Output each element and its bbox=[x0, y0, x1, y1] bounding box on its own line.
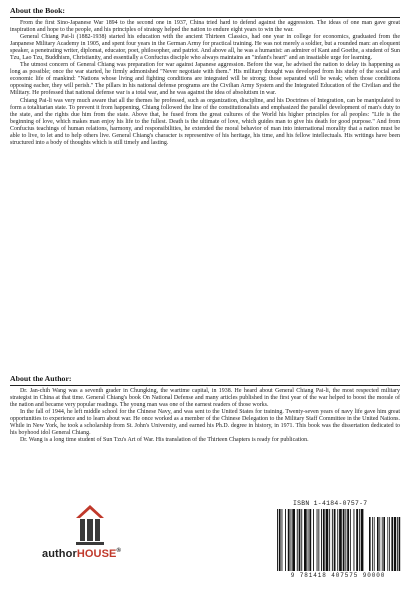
about-author-paragraph: In the fall of 1944, he left middle school for the Chinese Navy, and was sent to the United States for training. Twenty-seven years of navy life gave him great opportunities to experience and to learn about war. He once worked as a member of the Chinese Delegation to the Military Staff Committee in the United Nations. While in New York, he took a scholarship from St. John's University, and earned his Ph.D. degree in history, in 1971. This book was the dissertation dedicated to his boyhood idol General Chiang. bbox=[10, 409, 400, 437]
price-barcode-bar bbox=[399, 517, 401, 571]
price-barcode-bar bbox=[383, 517, 385, 571]
price-barcode-bar bbox=[369, 517, 371, 571]
barcode-bar bbox=[337, 509, 338, 571]
trademark-symbol: ® bbox=[116, 548, 121, 554]
price-barcode-bar bbox=[391, 517, 393, 571]
barcode-bar bbox=[292, 509, 295, 571]
barcode-bar bbox=[361, 509, 364, 571]
barcode-bar bbox=[345, 509, 346, 571]
barcode-bar bbox=[279, 509, 281, 571]
barcode-bar bbox=[347, 509, 349, 571]
barcode-bar bbox=[297, 509, 298, 571]
ean-digits bbox=[275, 572, 401, 579]
barcode-bar bbox=[301, 509, 302, 571]
isbn-barcode bbox=[275, 500, 401, 581]
price-barcode-bar bbox=[387, 517, 388, 571]
barcode-bar bbox=[309, 509, 311, 571]
barcode-bar bbox=[291, 509, 292, 571]
barcode-bar bbox=[288, 509, 290, 571]
about-book-paragraph: Chiang Pai-li was very much aware that all the themes he professed, such as organization, discipline, and his Doctrines of Integration, can be manipulated to form a totalitarian state. To prevent it from happening, Chiang followed the line of the constitutionalists and emphasized the parallel development of man's duty to the state, and the rights due him from the state. Above that, he fused from the great cultures of the World his higher principles for all peoples: "Life is the beginning of love, which makes man enjoy his life to the fullest. Death is the ultimate of love, which guides man to give his death for good purpose." And from Confucius teachings of human relations, harmony, and responsibilities, he extended the moral behavior of man into international morality that a nation must be able to live, to let and to help others live. General Chiang's character is representive of his heritage, his time, and his fellow intellectuals. His writings have been structured into a body of thoughts which is still timely and lasting. bbox=[10, 97, 400, 146]
barcode-bar bbox=[318, 509, 319, 571]
barcode-bar bbox=[354, 509, 355, 571]
barcode-bar bbox=[323, 509, 325, 571]
barcode-bar bbox=[282, 509, 283, 571]
about-author-paragraph: Dr. Wang is a long time student of Sun Tzu's Art of War. His translation of the Thirteen Chapters is ready for publication. bbox=[20, 437, 309, 444]
about-book-section bbox=[10, 6, 400, 147]
price-barcode-bar bbox=[389, 517, 390, 571]
barcode-bar bbox=[277, 509, 278, 571]
house-book-icon bbox=[70, 502, 110, 547]
price-code: 90000 bbox=[362, 572, 386, 579]
divider bbox=[10, 17, 400, 18]
authorhouse-logo bbox=[42, 502, 132, 572]
price-barcode-bar bbox=[397, 517, 398, 571]
wordmark-author: author bbox=[42, 548, 77, 560]
barcode-bar bbox=[329, 509, 330, 571]
barcode-bar bbox=[313, 509, 314, 571]
about-book-paragraph: The utmost concern of General Chiang was preparation for war against Japanese aggression. Before the war, he advised the nation to delay its happening as long as possible; once the war started, he firmly admonished "Never negotiate with them." His military thought was developed from his study of the social and economic life of mankind: "Nations whose living and fighting conditions are integrated will be strong; those separated will be weak; when those conditions opposing eacher, they will perish." The pillars in his national defense programs are the Civilian Army System and the Integrated Education of the Civilian and the Military. He professed that national defense war is a total war, and he was against the idea of absolutism in war. bbox=[10, 62, 400, 97]
ean-number: 9 781418 407575 bbox=[290, 572, 359, 579]
barcode-bar bbox=[334, 509, 336, 571]
barcode-bar bbox=[343, 509, 345, 571]
barcode-bars bbox=[275, 509, 401, 571]
barcode-bar bbox=[317, 509, 318, 571]
about-book-paragraph: From the first Sino-Japanese War 1894 to the second one in 1937, China tried hard to defend against the aggression. The ideas of one man gave great inspiration and hope to the people, and his principles of strategy helped the nation to endure eight years to win the war. bbox=[10, 20, 400, 34]
about-author-section bbox=[10, 374, 400, 444]
barcode-bar bbox=[359, 509, 360, 571]
barcode-bar bbox=[304, 509, 307, 571]
barcode-bar bbox=[339, 509, 342, 571]
isbn-number: ISBN 1-4184-0757-7 bbox=[293, 500, 368, 507]
wordmark-house: HOUSE bbox=[76, 548, 117, 560]
barcode-bar bbox=[299, 509, 301, 571]
barcode-bar bbox=[285, 509, 286, 571]
barcode-bar bbox=[350, 509, 351, 571]
price-barcode-bar bbox=[377, 517, 379, 571]
about-author-heading: About the Author: bbox=[10, 374, 72, 383]
about-book-heading: About the Book: bbox=[10, 6, 66, 15]
price-barcode-bar bbox=[374, 517, 375, 571]
price-barcode-bar bbox=[382, 517, 383, 571]
barcode-bar bbox=[326, 509, 329, 571]
divider bbox=[10, 385, 400, 386]
barcode-bar bbox=[308, 509, 309, 571]
about-book-paragraph: General Chiang Pai-li (1882-1938) started his education with the ancient Thirteen Classics, had one year in college for economics, graduated from the Janpanese Military Academy in 1905, and spent four years in the German Army for practical training. He was not merely a soldier, but a rounded man: an eloquent speaker, a penetrating writer, diplomat, educator, poet, philosopher, and patriot. And above all, he was a humanist: an admirer of Kant and Goethe, a student of Sun Tzu, Lao Tzu, Buddhism, Christianity, and essentially a Confucius disciple who always maintains an "infant's heart" and an insatiable urge for learning. bbox=[10, 34, 400, 62]
barcode-bar bbox=[321, 509, 322, 571]
price-barcode-bar bbox=[379, 517, 380, 571]
publisher-wordmark bbox=[42, 548, 142, 560]
about-author-paragraph: Dr. Jan-chih Wang was a seventh grader in Chungking, the wartime capital, in 1938. He heard about General Chiang Pai-li, the most respected military strategist in China at that time. General Chiang's book On National Defense and many articles published in the first year of the war helped to boost the morale of the nation and became very popular readings. The young man was one of the earnest readers of those works. bbox=[10, 388, 400, 409]
price-barcode-bar bbox=[372, 517, 373, 571]
barcode-bar bbox=[332, 509, 333, 571]
barcode-bar bbox=[356, 509, 358, 571]
price-barcode-bar bbox=[394, 517, 396, 571]
